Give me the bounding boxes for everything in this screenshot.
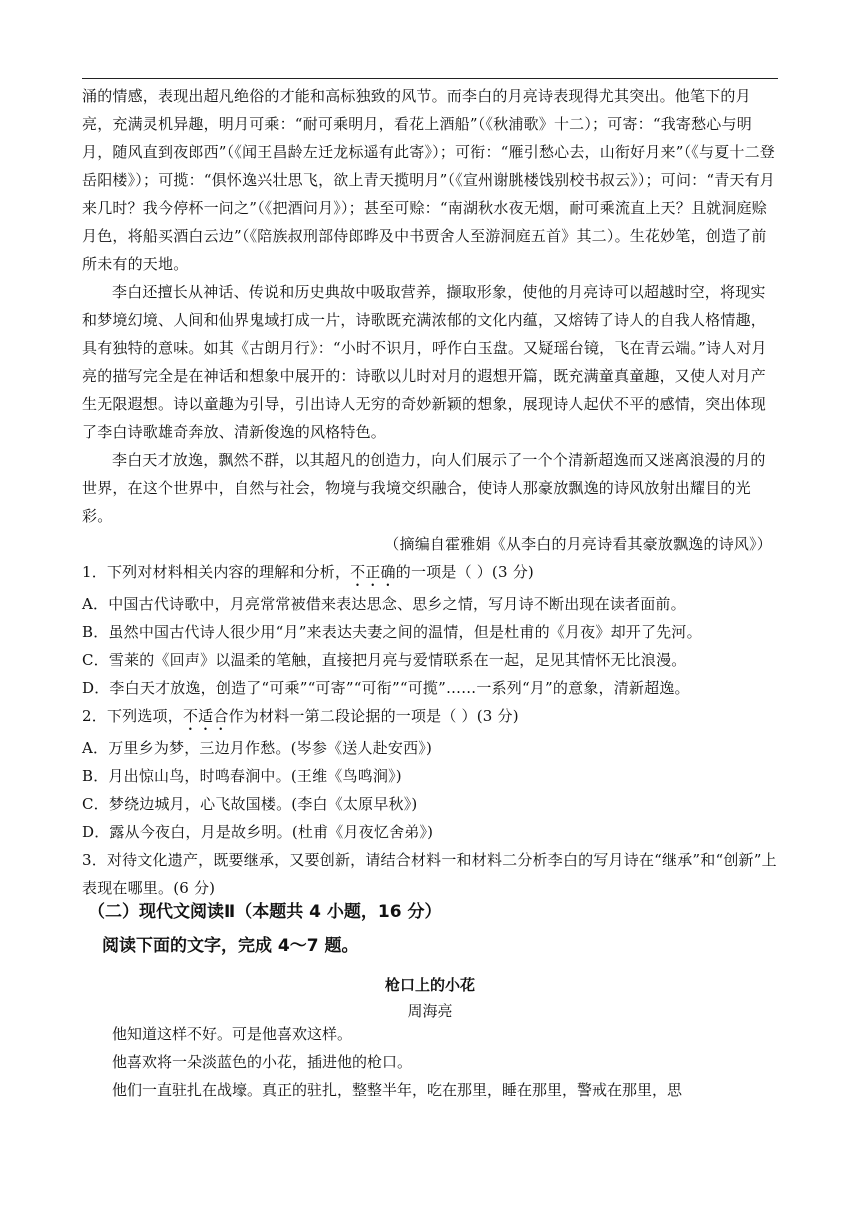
- question-1-stem-pre: 1．下列对材料相关内容的理解和分析，: [82, 563, 351, 581]
- question-2-emphasis: 不适合: [182, 707, 229, 725]
- passage-paragraph-2: 李白还擅长从神话、传说和历史典故中吸取营养，撷取形象，使他的月亮诗可以超越时空，将现实和梦境幻境、人间和仙界鬼域打成一片，诗歌既充满浓郁的文化内蕴，又熔铸了诗人的自我人格情趣，具有独特的意味。如其《古朗月行》：“小时不识月，呼作白玉盘。又疑瑶台镜，飞在青云端。”诗人对月亮的描写完全是在神话和想象中展开的：诗歌以儿时对月的遐想开篇，既充满童真童趣，又使人对月产生无限遐想。诗以童趣为引导，引出诗人无穷的奇妙新颖的想象，展现诗人起伏不平的感情，突出体现了李白诗歌雄奇奔放、清新俊逸的风格特色。: [82, 283, 767, 441]
- story-line-3: 他们一直驻扎在战壕。真正的驻扎，整整半年，吃在那里，睡在那里，警戒在那里，思: [112, 1081, 683, 1099]
- passage-paragraph-3: 李白天才放逸，飘然不群，以其超凡的创造力，向人们展示了一个个清新超逸而又迷离浪漫的月的世界，在这个世界中，自然与社会，物境与我境交织融合，使诗人那豪放飘逸的诗风放射出耀目的光彩。: [82, 451, 766, 525]
- story-body: [112, 1020, 778, 1104]
- passage-paragraph-1: 涌的情感，表现出超凡绝俗的才能和高标独致的风节。而李白的月亮诗表现得尤其突出。他笔下的月亮，充满灵机异趣，明月可乘：“耐可乘明月，看花上酒船”（《秋浦歌》十二）；可寄：“我寄愁心与明月，随风直到夜郎西”（《闻王昌龄左迁龙标遥有此寄》）；可衔：“雁引愁心去，山衔好月来”（《与夏十二登岳阳楼》）；可揽：“俱怀逸兴壮思飞，欲上青天揽明月”（《宣州谢朓楼饯别校书叔云》）；可问：“青天有月来几时？我今停杯一问之”（《把酒问月》）；甚至可赊：“南湖秋水夜无烟，耐可乘流直上天？且就洞庭赊月色，将船买酒白云边”（《陪族叔刑部侍郎晔及中书贾舍人至游洞庭五首》其二）。生花妙笔，创造了前所未有的天地。: [82, 87, 776, 273]
- question-2: [82, 702, 778, 846]
- header-rule: [82, 78, 778, 79]
- question-1-stem-post: 的一项是（ ）(3 分): [395, 563, 534, 581]
- passage-body: [82, 82, 778, 902]
- story-line-1: 他知道这样不好。可是他喜欢这样。: [112, 1025, 353, 1043]
- story-title: 枪口上的小花: [384, 976, 475, 994]
- story-line-2: 他喜欢将一朵淡蓝色的小花，插进他的枪口。: [112, 1053, 413, 1071]
- question-3: 3．对待文化遗产，既要继承，又要创新，请结合材料一和材料二分析李白的写月诗在“继承”和“创新”上表现在哪里。(6 分): [82, 851, 777, 897]
- question-1-emphasis: 不正确: [350, 563, 396, 581]
- question-2-option-a: A．万里乡为梦，三边月作愁。(岑参《送人赴安西》): [82, 739, 433, 757]
- question-1: [82, 558, 778, 702]
- question-1-option-a: A．中国古代诗歌中，月亮常常被借来表达思念、思乡之情，写月诗不断出现在读者面前。: [82, 595, 686, 613]
- story-author: 周海亮: [407, 1002, 453, 1020]
- section-title: （二）现代文阅读Ⅱ（本题共 4 小题，16 分）: [88, 902, 442, 922]
- section-instruction: 阅读下面的文字，完成 4～7 题。: [102, 936, 359, 956]
- passage-source: （摘编自霍雅娟《从李白的月亮诗看其豪放飘逸的诗风》）: [384, 535, 772, 553]
- question-1-option-b: B．虽然中国古代诗人很少用“月”来表达夫妻之间的温情，但是杜甫的《月夜》却开了先河。: [82, 623, 702, 641]
- question-1-option-c: C．雪莱的《回声》以温柔的笔触，直接把月亮与爱情联系在一起，足见其情怀无比浪漫。: [82, 651, 687, 669]
- question-2-option-b: B．月出惊山鸟，时鸣春涧中。(王维《鸟鸣涧》): [82, 767, 402, 785]
- question-1-option-d: D．李白天才放逸，创造了“可乘”“可寄”“可衔”“可揽”……一系列“月”的意象，清新超逸。: [82, 679, 690, 697]
- question-2-stem-post: 作为材料一第二段论据的一项是（ ）(3 分): [228, 707, 519, 725]
- question-2-stem-pre: 2．下列选项，: [82, 707, 183, 725]
- question-2-stem: [82, 702, 778, 734]
- question-2-option-c: C．梦绕边城月，心飞故国楼。(李白《太原早秋》): [82, 795, 418, 813]
- question-2-option-d: D．露从今夜白，月是故乡明。(杜甫《月夜忆舍弟》): [82, 823, 434, 841]
- question-1-stem: [82, 558, 778, 590]
